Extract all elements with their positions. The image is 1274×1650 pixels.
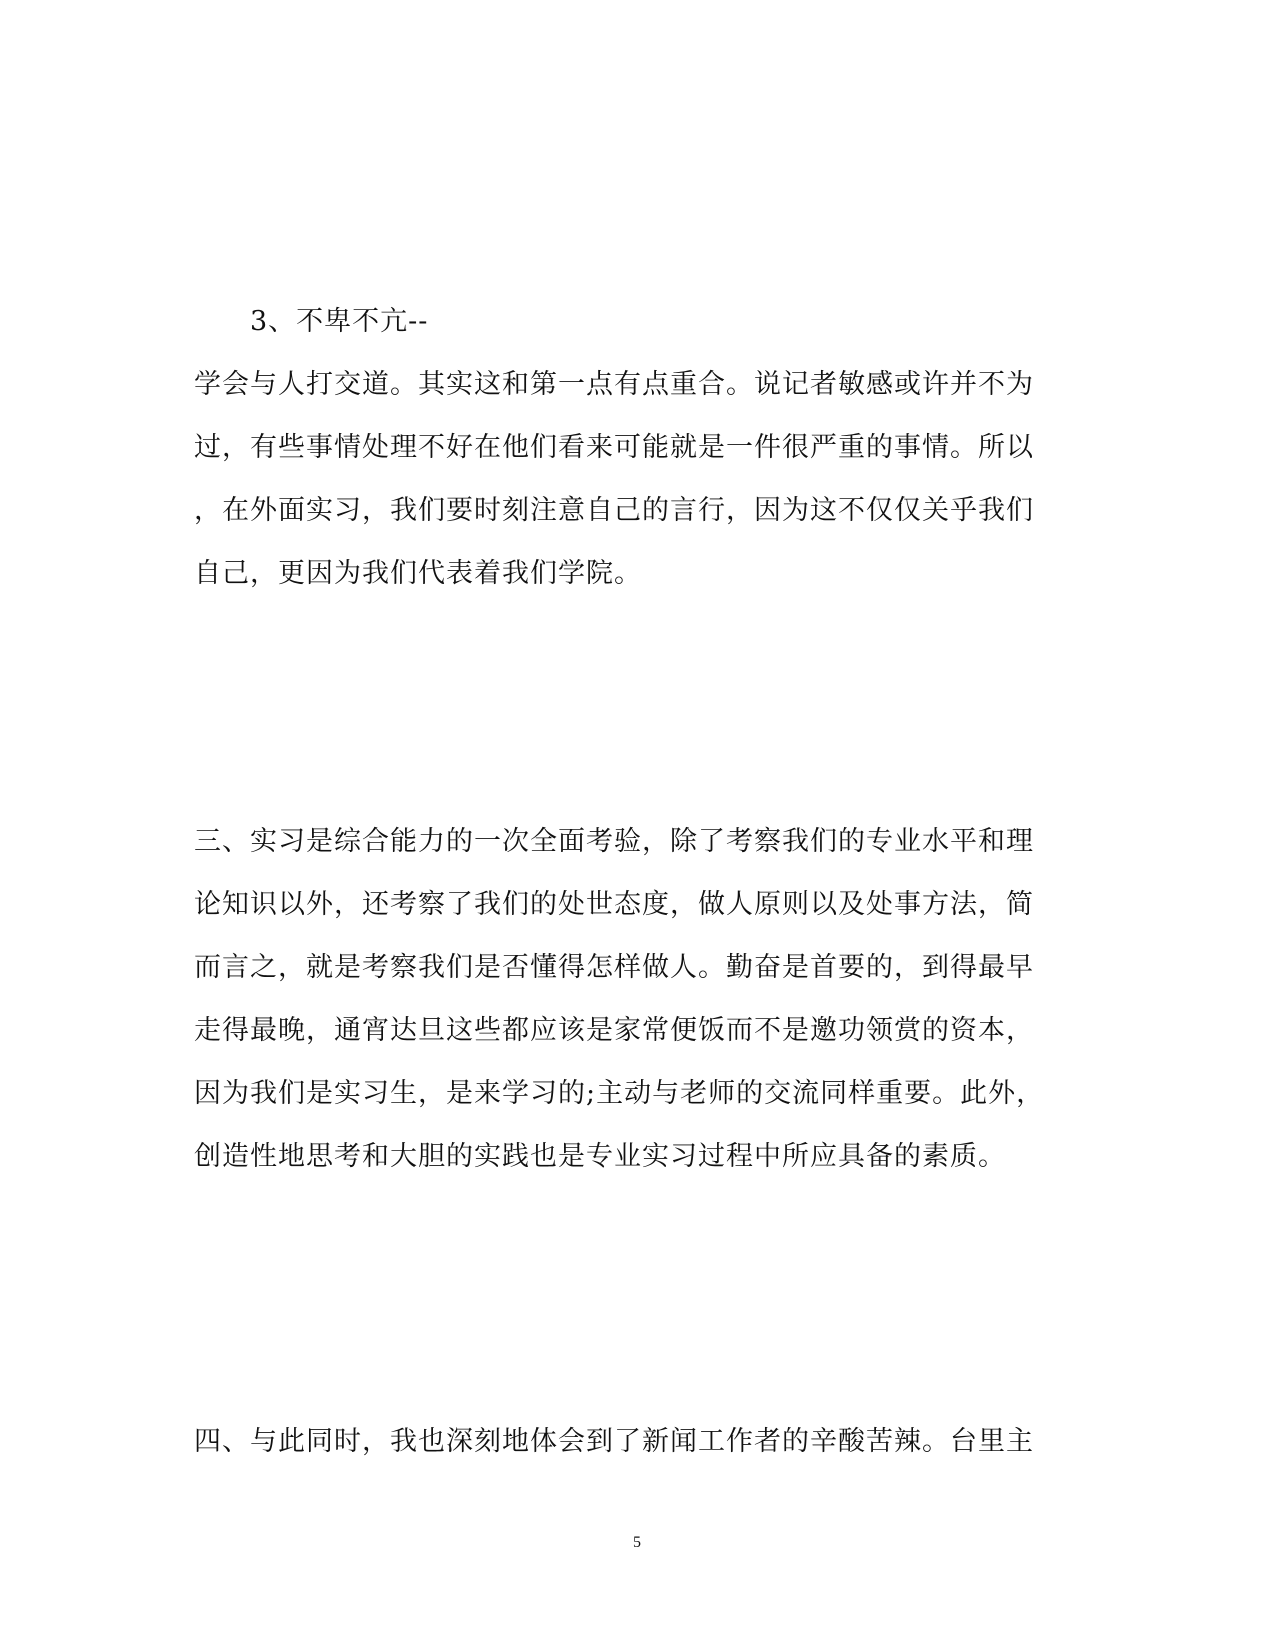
page-number: 5 [633, 1534, 641, 1551]
paragraph-not-humble-not-arrogant [194, 290, 1074, 605]
paragraph-line: 过，有些事情处理不好在他们看来可能就是一件很严重的事情。所以 [194, 432, 1034, 463]
paragraph-line: 走得最晚，通宵达旦这些都应该是家常便饭而不是邀功领赏的资本， [194, 1015, 1034, 1046]
paragraph-line: 因为我们是实习生，是来学习的;主动与老师的交流同样重要。此外， [194, 1078, 1045, 1109]
paragraph-line: 自己，更因为我们代表着我们学院。 [194, 558, 642, 589]
paragraph-line: 创造性地思考和大胆的实践也是专业实习过程中所应具备的素质。 [194, 1141, 1006, 1172]
paragraph-line: 三、实习是综合能力的一次全面考验，除了考察我们的专业水平和理 [194, 826, 1034, 857]
paragraph-line: 学会与人打交道。其实这和第一点有点重合。说记者敏感或许并不为 [194, 369, 1034, 400]
paragraph-section-three [194, 810, 1074, 1188]
paragraph-line: 论知识以外，还考察了我们的处世态度，做人原则以及处事方法，简 [194, 889, 1034, 920]
paragraph-line: ，在外面实习，我们要时刻注意自己的言行，因为这不仅仅关乎我们 [194, 495, 1034, 526]
paragraph-line: 四、与此同时，我也深刻地体会到了新闻工作者的辛酸苦辣。台里主 [194, 1426, 1034, 1457]
paragraph-section-four [194, 1410, 1074, 1473]
paragraph-line: 3、不卑不亢-- [250, 306, 429, 337]
paragraph-line: 而言之，就是考察我们是否懂得怎样做人。勤奋是首要的，到得最早 [194, 952, 1034, 983]
